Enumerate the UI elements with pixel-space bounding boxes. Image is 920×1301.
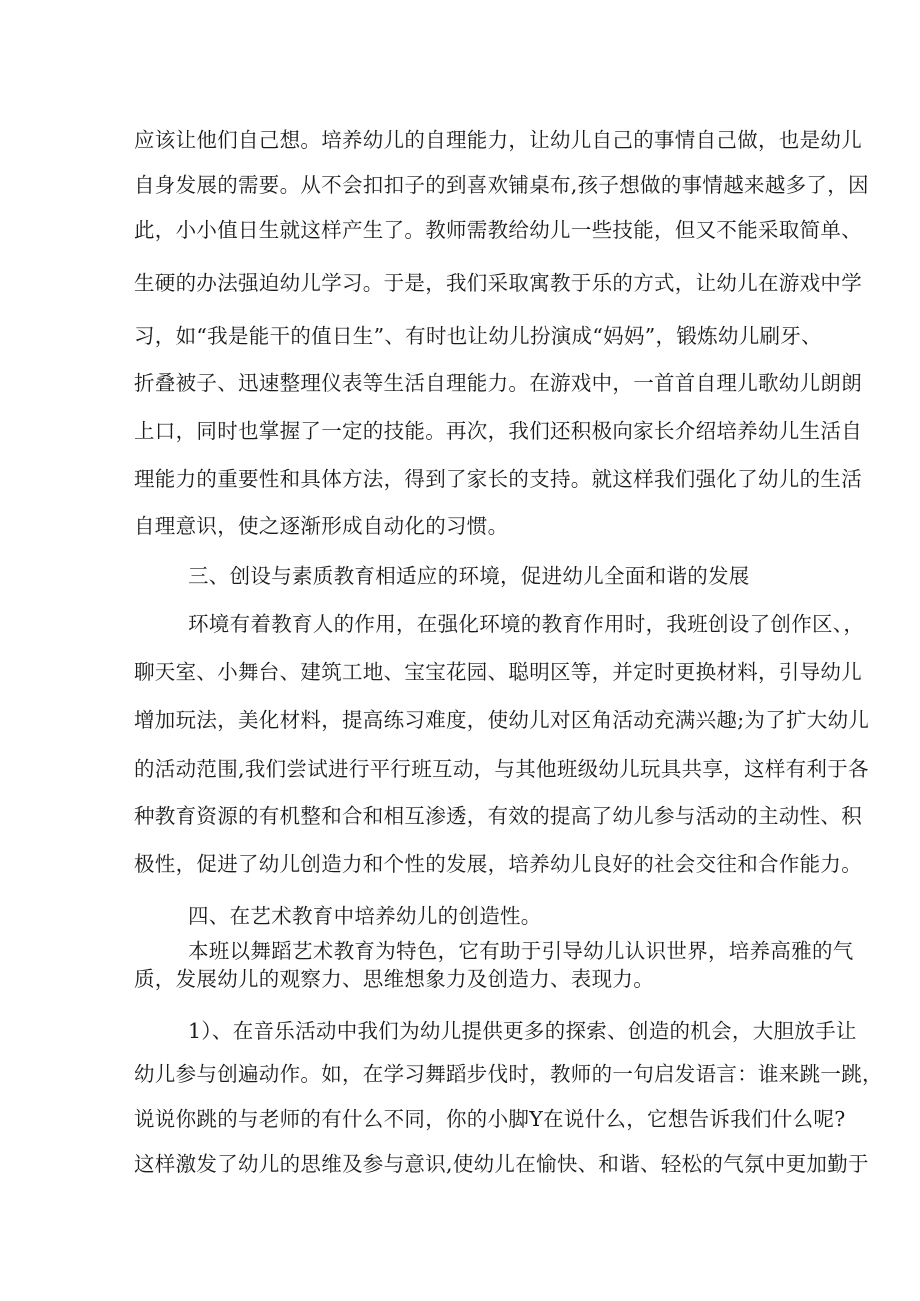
text-line: 1）、在音乐活动中我们为幼儿提供更多的探索、创造的机会，大胆放手让 — [188, 1019, 857, 1043]
text-line: 这样激发了幼儿的思维及参与意识,使幼儿在愉快、和谐、轻松的气氛中更加勤于 — [134, 1152, 869, 1176]
text-line: 本班以舞蹈艺术教育为特色，它有助于引导幼儿认识世界，培养高雅的气 — [188, 939, 854, 963]
text-line: 环境有着教育人的作用，在强化环境的教育作用时，我班创设了创作区、， — [188, 612, 865, 636]
text-line: 质，发展幼儿的观察力、思维想象力及创造力、表现力。 — [134, 967, 654, 991]
text-line: 折叠被子、迅速整理仪表等生活自理能力。在游戏中，一首首自理儿歌幼儿朗朗 — [134, 371, 862, 395]
text-line: 说说你跳的与老师的有什么不同，你的小脚Y在说什么，它想告诉我们什么呢? — [134, 1107, 846, 1131]
text-line: 极性，促进了幼儿创造力和个性的发展，培养幼儿良好的社会交往和合作能力。 — [134, 852, 862, 876]
text-line: 生硬的办法强迫幼儿学习。于是，我们采取寓教于乐的方式，让幼儿在游戏中学 — [134, 271, 862, 295]
text-line: 此，小小值日生就这样产生了。教师需教给幼儿一些技能，但又不能采取简单、 — [134, 218, 862, 242]
text-line: 的活动范围,我们尝试进行平行班互动，与其他班级幼儿玩具共享，这样有利于各 — [134, 757, 869, 781]
section-heading-4: 四、在艺术教育中培养幼儿的创造性。 — [188, 904, 542, 928]
text-line: 理能力的重要性和具体方法，得到了家长的支持。就这样我们强化了幼儿的生活 — [134, 467, 862, 491]
text-line: 自理意识，使之逐渐形成自动化的习惯。 — [134, 514, 509, 538]
text-line: 上口，同时也掌握了一定的技能。再次，我们还积极向家长介绍培养幼儿生活自 — [134, 419, 862, 443]
text-line: 应该让他们自己想。培养幼儿的自理能力，让幼儿自己的事情自己做，也是幼儿 — [134, 128, 862, 152]
text-line: 增加玩法，美化材料，提高练习难度，使幼儿对区角活动充满兴趣;为了扩大幼儿 — [134, 708, 870, 732]
text-line: 聊天室、小舞台、建筑工地、宝宝花园、聪明区等，并定时更换材料，引导幼儿 — [134, 660, 862, 684]
text-line: 自身发展的需要。从不会扣扣子的到喜欢铺桌布,孩子想做的事情越来越多了，因 — [134, 173, 869, 197]
section-heading-3: 三、创设与素质教育相适应的环境，促进幼儿全面和谐的发展 — [188, 564, 750, 588]
text-line: 种教育资源的有机整和合和相互渗透，有效的提高了幼儿参与活动的主动性、积 — [134, 804, 862, 828]
text-line: 习，如“我是能干的值日生”、有时也让幼儿扮演成“妈妈”，锻炼幼儿刷牙、 — [134, 324, 822, 348]
text-line: 幼儿参与创遍动作。如，在学习舞蹈步伐时，教师的一句启发语言：谁来跳一跳， — [134, 1062, 883, 1086]
